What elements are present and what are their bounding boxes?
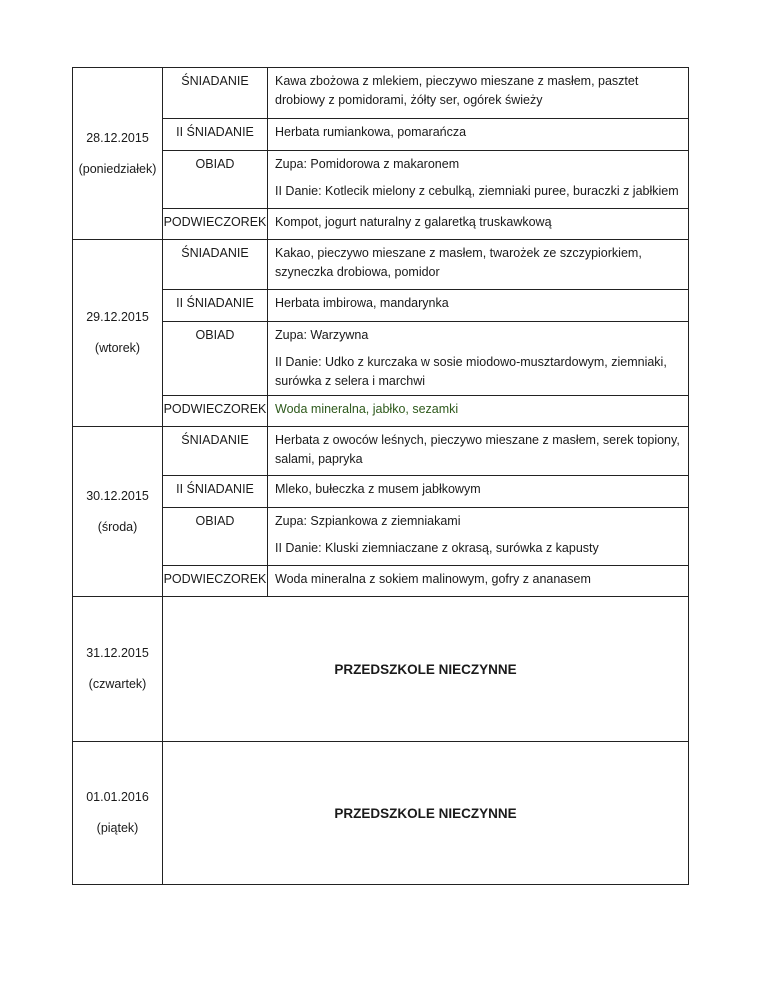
lunch-main: II Danie: Kluski ziemniaczane z okrasą, surówka z kapusty	[275, 541, 599, 555]
menu-table	[72, 67, 689, 885]
day-3-date-cell	[73, 427, 163, 597]
day-2-second-breakfast-row	[73, 290, 689, 322]
meal-label: ŚNIADANIE	[163, 427, 268, 476]
day-1-date-cell	[73, 68, 163, 240]
day-3-lunch-row	[73, 508, 689, 566]
lunch-soup: Zupa: Warzywna	[275, 328, 369, 342]
day-date: 29.12.2015	[86, 310, 149, 324]
lunch-main: II Danie: Kotlecik mielony z cebulką, ziemniaki puree, buraczki z jabłkiem	[275, 184, 679, 198]
day-2-snack-row	[73, 396, 689, 427]
day-1-snack-row	[73, 209, 689, 240]
meal-description: Kompot, jogurt naturalny z galaretką truskawkową	[268, 209, 689, 240]
meal-label: II ŚNIADANIE	[163, 476, 268, 508]
meal-description: Herbata z owoców leśnych, pieczywo mieszane z masłem, serek topiony, salami, papryka	[268, 427, 689, 476]
day-1-second-breakfast-row	[73, 119, 689, 151]
day-date: 31.12.2015	[86, 646, 149, 660]
day-date: 30.12.2015	[86, 488, 149, 503]
closed-day-2-row	[73, 742, 689, 885]
day-2-date-cell	[73, 240, 163, 427]
day-3-second-breakfast-row	[73, 476, 689, 508]
meal-description: Herbata rumiankowa, pomarańcza	[268, 119, 689, 151]
meal-description: Mleko, bułeczka z musem jabłkowym	[268, 476, 689, 508]
meal-label: OBIAD	[163, 322, 268, 396]
closed-day-1-row	[73, 597, 689, 742]
lunch-soup: Zupa: Pomidorowa z makaronem	[275, 157, 460, 171]
day-weekday: (czwartek)	[88, 677, 147, 691]
closed-day-1-date-cell	[73, 597, 163, 742]
meal-description	[268, 508, 689, 566]
meal-label: PODWIECZOREK	[163, 209, 268, 240]
meal-label: II ŚNIADANIE	[163, 290, 268, 322]
day-date: 28.12.2015	[86, 130, 149, 145]
closed-notice: PRZEDSZKOLE NIECZYNNE	[163, 597, 689, 742]
meal-description: Woda mineralna, jabłko, sezamki	[268, 396, 689, 427]
meal-description	[268, 322, 689, 396]
lunch-soup: Zupa: Szpiankowa z ziemniakami	[275, 514, 461, 528]
meal-description	[268, 151, 689, 209]
meal-label: PODWIECZOREK	[163, 396, 268, 427]
meal-label: OBIAD	[163, 508, 268, 566]
meal-label: PODWIECZOREK	[163, 566, 268, 597]
meal-label: ŚNIADANIE	[163, 68, 268, 119]
lunch-main: II Danie: Udko z kurczaka w sosie miodowo-musztardowym, ziemniaki, surówka z selera i marchwi	[275, 355, 667, 388]
meal-label: II ŚNIADANIE	[163, 119, 268, 151]
day-weekday: (poniedziałek)	[78, 161, 157, 176]
meal-description: Kawa zbożowa z mlekiem, pieczywo mieszane z masłem, pasztet drobiowy z pomidorami, żółty ser, ogórek świeży	[268, 68, 689, 119]
day-weekday: (wtorek)	[94, 341, 141, 355]
day-date: 01.01.2016	[86, 790, 149, 804]
day-weekday: (piątek)	[96, 821, 139, 835]
day-weekday: (środa)	[97, 519, 138, 534]
meal-description: Woda mineralna z sokiem malinowym, gofry z ananasem	[268, 566, 689, 597]
meal-label: OBIAD	[163, 151, 268, 209]
closed-notice: PRZEDSZKOLE NIECZYNNE	[163, 742, 689, 885]
day-2-lunch-row	[73, 322, 689, 396]
day-2-breakfast-row	[73, 240, 689, 290]
meal-label: ŚNIADANIE	[163, 240, 268, 290]
meal-description: Herbata imbirowa, mandarynka	[268, 290, 689, 322]
closed-day-2-date-cell	[73, 742, 163, 885]
day-3-breakfast-row	[73, 427, 689, 476]
day-3-snack-row	[73, 566, 689, 597]
meal-description: Kakao, pieczywo mieszane z masłem, twarożek ze szczypiorkiem, szyneczka drobiowa, pomidor	[268, 240, 689, 290]
day-1-breakfast-row	[73, 68, 689, 119]
day-1-lunch-row	[73, 151, 689, 209]
